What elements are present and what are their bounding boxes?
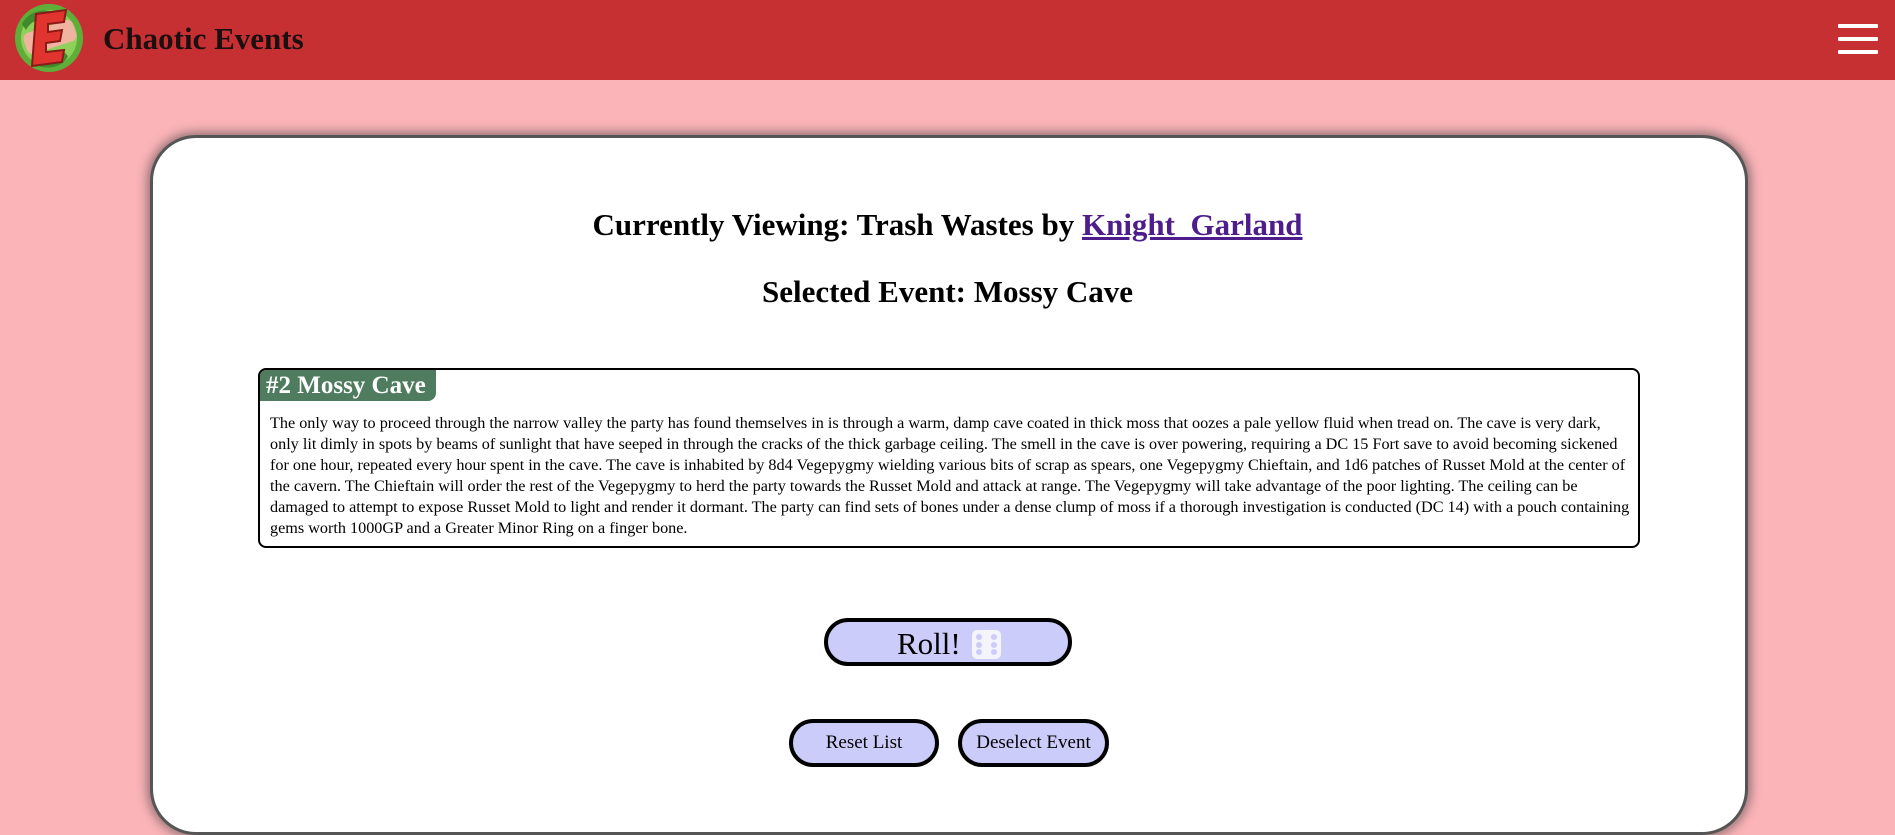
event-title: #2 Mossy Cave xyxy=(260,370,436,401)
event-description: The only way to proceed through the narrow valley the party has found themselves in is through a warm, damp cave coated in thick moss that oozes a pale yellow fluid when tread on. The cave is very dark, only lit dimly in spots by beams of sunlight that have seeped in through the cracks of the thick garbage ceiling. The smell in the cave is over powering, requiring a DC 15 Fort save to avoid becoming sickened for one hour, repeated every hour spent in the cave. The cave is inhabited by 8d4 Vegepygmy wielding various bits of scrap as spears, one Vegepygmy Chieftain, and 1d6 patches of Russet Mold at the center of the cavern. The Chieftain will order the rest of the Vegepygmy to herd the party towards the Russet Mold and attack at range. The Vegepygmy will take advantage of the poor lighting. The ceiling can be damaged to attempt to expose Russet Mold to light and render it dormant. The party can find sets of bones under a dense clump of moss if a thorough investigation is conducted (DC 14) with a pouch containing gems worth 1000GP and a Greater Minor Ring on a finger bone. xyxy=(270,414,1630,537)
author-link[interactable]: Knight_Garland xyxy=(1081,207,1303,242)
hamburger-menu-icon[interactable] xyxy=(1838,24,1878,54)
currently-viewing-heading xyxy=(0,203,1895,247)
roll-label: Roll! xyxy=(897,626,961,661)
brand-title[interactable]: Chaotic Events xyxy=(103,21,304,56)
chaotic-events-logo-icon[interactable] xyxy=(8,2,90,74)
event-card xyxy=(258,368,1640,548)
viewing-prefix: Currently Viewing: Trash Wastes by xyxy=(592,207,1082,242)
deselect-event-button[interactable]: Deselect Event xyxy=(958,719,1109,767)
top-nav-bar xyxy=(0,0,1895,80)
roll-button[interactable] xyxy=(824,618,1072,666)
selected-event-heading: Selected Event: Mossy Cave xyxy=(761,274,1134,309)
dice-icon xyxy=(972,630,1001,659)
reset-list-button[interactable]: Reset List xyxy=(789,719,939,767)
